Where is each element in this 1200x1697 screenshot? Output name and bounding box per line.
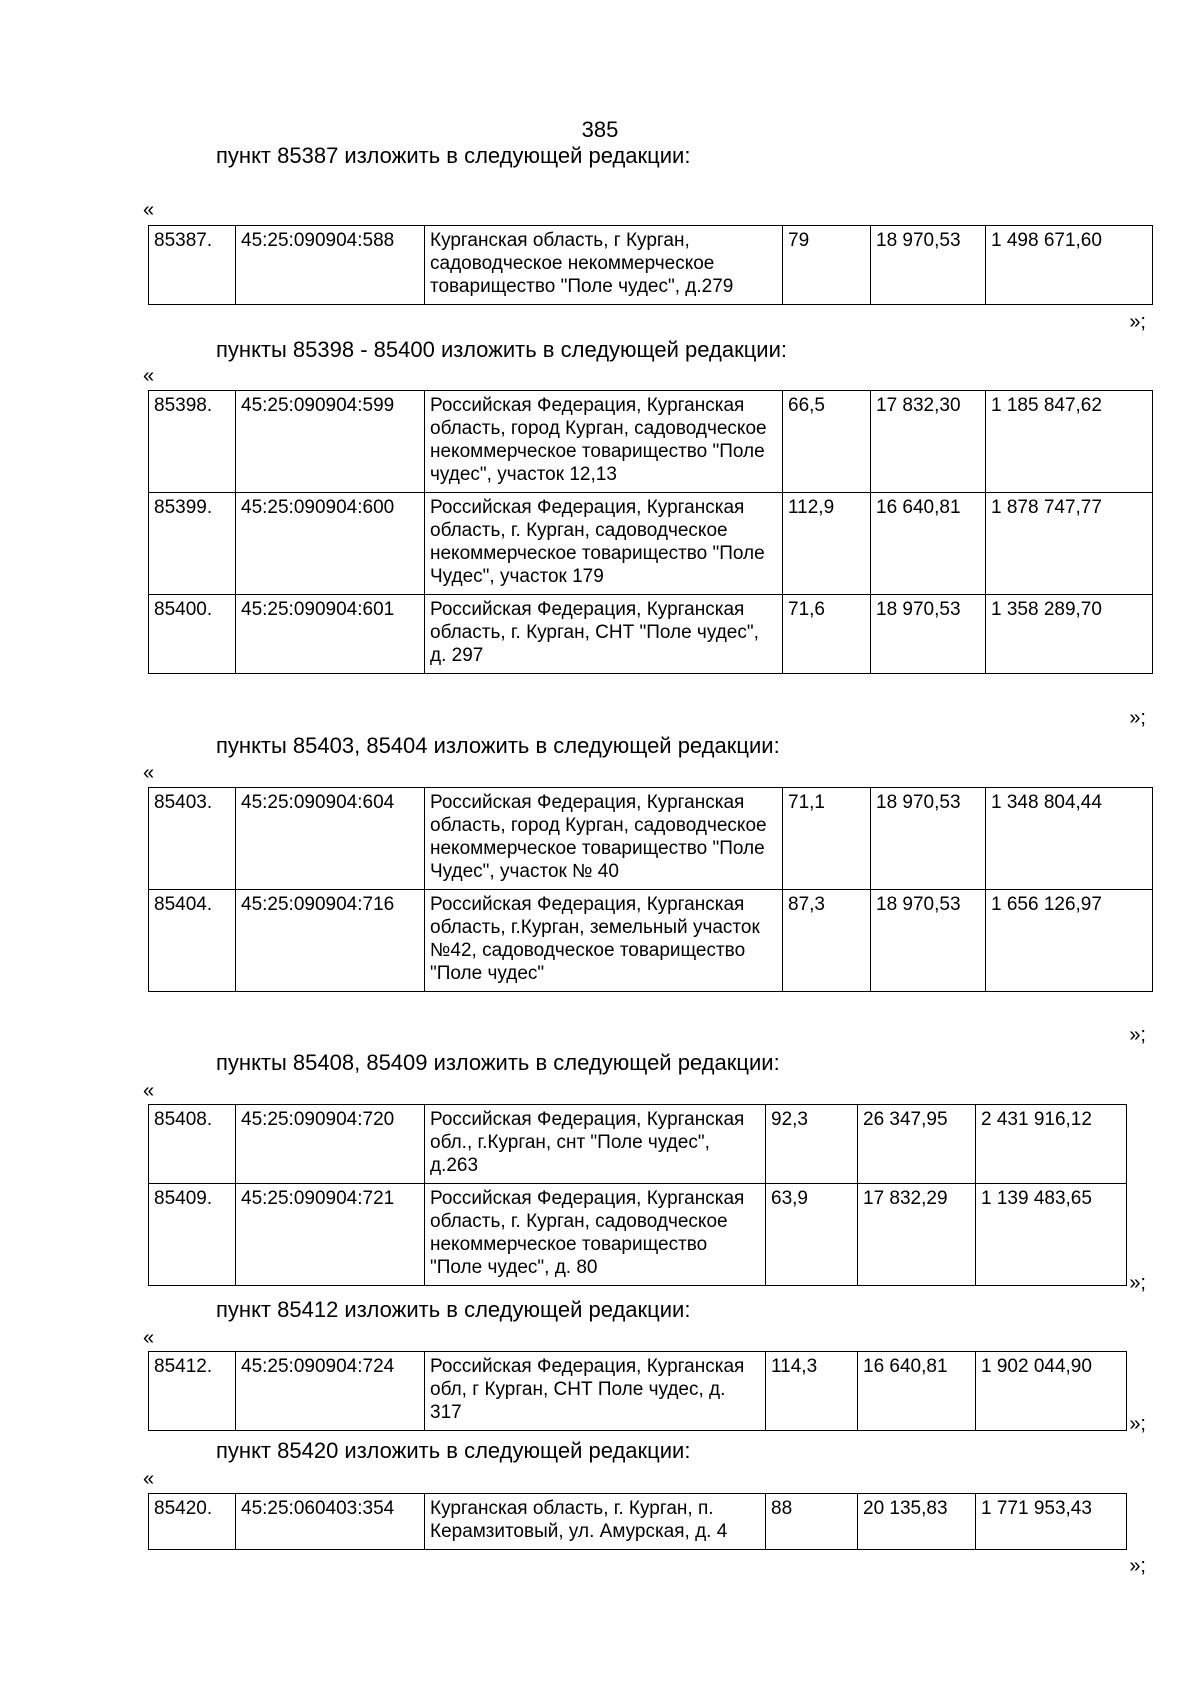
- close-quote: »;: [1129, 311, 1146, 333]
- value-cell: 1 348 804,44: [986, 788, 1153, 890]
- open-quote: «: [143, 1327, 155, 1349]
- row-number-cell: 85420.: [149, 1494, 236, 1550]
- area-cell: 79: [783, 226, 871, 305]
- address-cell: Российская Федерация, Курганская обл, г Курган, СНТ Поле чудес, д. 317: [425, 1352, 766, 1431]
- open-quote: «: [143, 199, 155, 221]
- section-heading: пункты 85408, 85409 изложить в следующей редакции:: [216, 1050, 780, 1075]
- area-cell: 114,3: [766, 1352, 858, 1431]
- data-table: [148, 390, 1153, 674]
- rate-cell: 17 832,30: [871, 391, 986, 493]
- table-row: [149, 788, 1153, 890]
- rate-cell: 18 970,53: [871, 226, 986, 305]
- row-number-cell: 85404.: [149, 890, 236, 992]
- address-cell: Российская Федерация, Курганская область, г. Курган, СНТ "Поле чудес", д. 297: [425, 595, 783, 674]
- address-cell: Российская Федерация, Курганская обл., г.Курган, снт "Поле чудес", д.263: [425, 1105, 766, 1184]
- value-cell: 1 498 671,60: [986, 226, 1153, 305]
- table-row: [149, 493, 1153, 595]
- open-quote: «: [143, 1468, 155, 1490]
- section-heading: пункт 85412 изложить в следующей редакции:: [216, 1297, 691, 1322]
- row-number-cell: 85398.: [149, 391, 236, 493]
- address-cell: Российская Федерация, Курганская область, г. Курган, садоводческое некоммерческое товарищество "Поле Чудес", участок 179: [425, 493, 783, 595]
- table-row: [149, 1494, 1127, 1550]
- rate-cell: 18 970,53: [871, 595, 986, 674]
- table-row: [149, 1352, 1127, 1431]
- rate-cell: 26 347,95: [858, 1105, 976, 1184]
- value-cell: 1 771 953,43: [976, 1494, 1127, 1550]
- address-cell: Российская Федерация, Курганская область, г.Курган, земельный участок №42, садоводческое товарищество "Поле чудес": [425, 890, 783, 992]
- rate-cell: 20 135,83: [858, 1494, 976, 1550]
- address-cell: Российская Федерация, Курганская область, город Курган, садоводческое некоммерческое товарищество "Поле Чудес", участок № 40: [425, 788, 783, 890]
- area-cell: 112,9: [783, 493, 871, 595]
- table-row: [149, 226, 1153, 305]
- section-heading: пункты 85398 - 85400 изложить в следующей редакции:: [216, 337, 788, 362]
- rate-cell: 18 970,53: [871, 788, 986, 890]
- section-heading: пункт 85420 изложить в следующей редакции:: [216, 1438, 691, 1463]
- data-table: [148, 1351, 1127, 1431]
- table-row: [149, 1184, 1127, 1286]
- data-table: [148, 1493, 1127, 1550]
- value-cell: 1 902 044,90: [976, 1352, 1127, 1431]
- section-heading: пункты 85403, 85404 изложить в следующей редакции:: [216, 733, 780, 758]
- row-number-cell: 85399.: [149, 493, 236, 595]
- rate-cell: 17 832,29: [858, 1184, 976, 1286]
- table-row: [149, 595, 1153, 674]
- cadastral-number-cell: 45:25:090904:724: [236, 1352, 425, 1431]
- value-cell: 1 185 847,62: [986, 391, 1153, 493]
- area-cell: 66,5: [783, 391, 871, 493]
- close-quote: »;: [1129, 1555, 1146, 1577]
- data-table: [148, 225, 1153, 305]
- close-quote: »;: [1129, 1413, 1146, 1435]
- address-cell: Курганская область, г. Курган, п. Керамзитовый, ул. Амурская, д. 4: [425, 1494, 766, 1550]
- area-cell: 87,3: [783, 890, 871, 992]
- section-heading: пункт 85387 изложить в следующей редакции:: [216, 143, 691, 168]
- area-cell: 63,9: [766, 1184, 858, 1286]
- cadastral-number-cell: 45:25:090904:600: [236, 493, 425, 595]
- cadastral-number-cell: 45:25:090904:588: [236, 226, 425, 305]
- close-quote: »;: [1129, 1024, 1146, 1046]
- address-cell: Российская Федерация, Курганская область, город Курган, садоводческое некоммерческое товарищество "Поле чудес", участок 12,13: [425, 391, 783, 493]
- value-cell: 1 139 483,65: [976, 1184, 1127, 1286]
- area-cell: 88: [766, 1494, 858, 1550]
- row-number-cell: 85408.: [149, 1105, 236, 1184]
- rate-cell: 16 640,81: [858, 1352, 976, 1431]
- table-row: [149, 890, 1153, 992]
- value-cell: 1 358 289,70: [986, 595, 1153, 674]
- cadastral-number-cell: 45:25:090904:599: [236, 391, 425, 493]
- value-cell: 2 431 916,12: [976, 1105, 1127, 1184]
- cadastral-number-cell: 45:25:090904:601: [236, 595, 425, 674]
- open-quote: «: [143, 1080, 155, 1102]
- rate-cell: 16 640,81: [871, 493, 986, 595]
- value-cell: 1 656 126,97: [986, 890, 1153, 992]
- table-row: [149, 1105, 1127, 1184]
- area-cell: 71,6: [783, 595, 871, 674]
- row-number-cell: 85403.: [149, 788, 236, 890]
- address-cell: Курганская область, г Курган, садоводческое некоммерческое товарищество "Поле чудес", д.279: [425, 226, 783, 305]
- area-cell: 92,3: [766, 1105, 858, 1184]
- row-number-cell: 85400.: [149, 595, 236, 674]
- area-cell: 71,1: [783, 788, 871, 890]
- close-quote: »;: [1129, 1272, 1146, 1294]
- table-row: [149, 391, 1153, 493]
- row-number-cell: 85412.: [149, 1352, 236, 1431]
- row-number-cell: 85409.: [149, 1184, 236, 1286]
- open-quote: «: [143, 365, 155, 387]
- cadastral-number-cell: 45:25:090904:721: [236, 1184, 425, 1286]
- cadastral-number-cell: 45:25:090904:720: [236, 1105, 425, 1184]
- cadastral-number-cell: 45:25:090904:604: [236, 788, 425, 890]
- page-number: 385: [581, 117, 619, 142]
- cadastral-number-cell: 45:25:090904:716: [236, 890, 425, 992]
- value-cell: 1 878 747,77: [986, 493, 1153, 595]
- address-cell: Российская Федерация, Курганская область, г. Курган, садоводческое некоммерческое товарищество "Поле чудес", д. 80: [425, 1184, 766, 1286]
- rate-cell: 18 970,53: [871, 890, 986, 992]
- cadastral-number-cell: 45:25:060403:354: [236, 1494, 425, 1550]
- close-quote: »;: [1129, 707, 1146, 729]
- row-number-cell: 85387.: [149, 226, 236, 305]
- open-quote: «: [143, 762, 155, 784]
- data-table: [148, 787, 1153, 992]
- data-table: [148, 1104, 1127, 1286]
